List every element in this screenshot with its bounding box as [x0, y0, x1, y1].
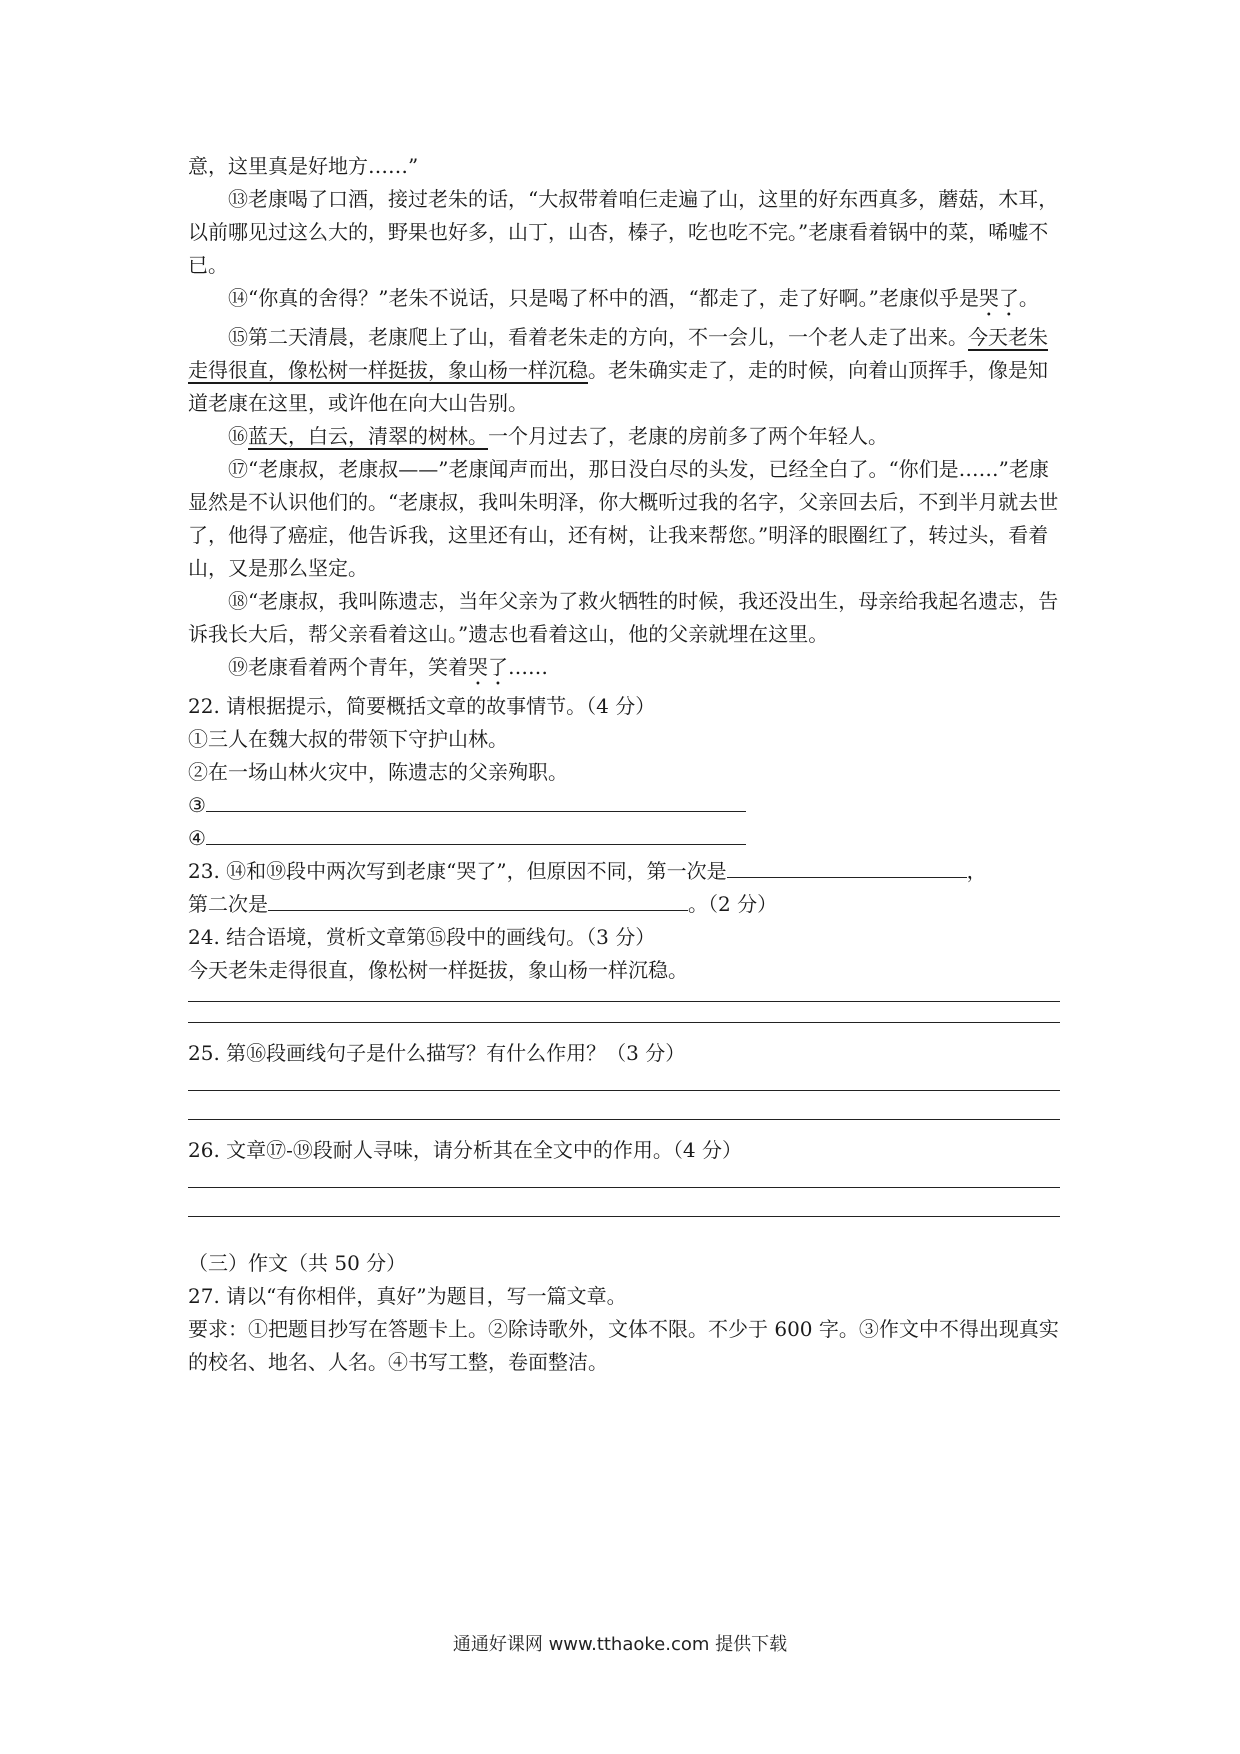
question-22-hint-2: ②在一场山林火灾中，陈遗志的父亲殉职。 [188, 760, 568, 784]
question-24-answer-line-1[interactable] [188, 987, 1060, 1002]
paragraph-16 [188, 420, 1060, 453]
paragraph-14-text: ⑭“你真的舍得？”老朱不说话，只是喝了杯中的酒，“都走了，走了好啊。”老康似乎是 [228, 286, 979, 310]
question-24-answer-line-2[interactable] [188, 1002, 1060, 1023]
paragraph-14 [188, 282, 1060, 321]
page-footer: 通通好课网 www.tthaoke.com 提供下载 [452, 1634, 788, 1655]
spacer [188, 1217, 1060, 1247]
question-25: 25. 第⑯段画线句子是什么描写？有什么作用？（3 分） [188, 1041, 686, 1065]
question-23-line-2 [188, 888, 1060, 921]
spacer [188, 1120, 1060, 1134]
question-22-item-4 [188, 822, 1060, 855]
story-continuation: 意，这里真是好地方……” [188, 154, 419, 178]
paragraph-18: ⑱“老康叔，我叫陈遗志，当年父亲为了救火牺牲的时候，我还没出生，母亲给我起名遗志，告诉我长大后，帮父亲看着这山。”遗志也看着这山，他的父亲就埋在这里。 [188, 589, 1059, 646]
question-26-answer-line-2[interactable] [188, 1188, 1060, 1217]
question-22-item-3-marker: ③ [188, 793, 206, 817]
question-23-line-1 [188, 855, 1060, 888]
question-22-item-4-marker: ④ [188, 826, 206, 850]
paragraph-16-underlined-sentence: 蓝天，白云，清翠的树林。 [248, 424, 488, 448]
paragraph-14-end: 。 [1018, 286, 1039, 310]
question-27: 27. 请以“有你相伴，真好”为题目，写一篇文章。 [188, 1284, 627, 1308]
question-26: 26. 文章⑰-⑲段耐人寻味，请分析其在全文中的作用。（4 分） [188, 1138, 743, 1162]
paragraph-14-cried: 哭了 [978, 286, 1019, 310]
question-24: 24. 结合语境，赏析文章第⑮段中的画线句。（3 分） [188, 925, 656, 949]
paragraph-15-text: ⑮第二天清晨，老康爬上了山，看着老朱走的方向，不一会儿，一个老人走了出来。 [228, 325, 968, 349]
question-23-score: 。（2 分） [688, 892, 778, 916]
question-23-answer-1-line[interactable] [727, 855, 967, 878]
paragraph-16-number: ⑯ [228, 424, 248, 448]
paragraph-16-end: 一个月过去了，老康的房前多了两个年轻人。 [488, 424, 888, 448]
question-22-answer-4-line[interactable] [206, 822, 746, 845]
question-22-hint-1: ①三人在魏大叔的带领下守护山林。 [188, 727, 508, 751]
question-22-answer-3-line[interactable] [206, 789, 746, 812]
paragraph-17: ⑰“老康叔，老康叔——”老康闻声而出，那日没白尽的头发，已经全白了。“你们是……”老康显然是不认识他们的。“老康叔，我叫朱明泽，你大概听过我的名字，父亲回去后，不到半月就去世了，他得了癌症，他告诉我，这里还有山，还有树，让我来帮您。”明泽的眼圈红了，转过头，看着山，又是那么坚定。 [188, 457, 1059, 580]
paragraph-15-underlined-sentence: 今天老朱走得很直，像松树一样挺拔，象山杨一样沉稳 [188, 325, 1048, 382]
paragraph-19-cried: 哭了 [468, 655, 508, 679]
question-23-answer-2-line[interactable] [268, 888, 688, 911]
question-23-comma: ， [966, 859, 987, 883]
question-23-second-label: 第二次是 [188, 892, 268, 916]
exam-page [188, 150, 1060, 1379]
question-25-answer-line-1[interactable] [188, 1070, 1060, 1091]
paragraph-13: ⑬老康喝了口酒，接过老朱的话，“大叔带着咱仨走遍了山，这里的好东西真多，蘑菇，木耳，以前哪见过这么大的，野果也好多，山丁，山杏，榛子，吃也吃不完。”老康看着锅中的菜，唏嘘不已。 [188, 187, 1059, 277]
composition-heading: （三）作文（共 50 分） [188, 1251, 407, 1275]
question-26-answer-line-1[interactable] [188, 1167, 1060, 1188]
spacer [188, 1023, 1060, 1037]
question-25-answer-line-2[interactable] [188, 1091, 1060, 1120]
question-24-quote: 今天老朱走得很直，像松树一样挺拔，象山杨一样沉稳。 [188, 958, 688, 982]
paragraph-19-end: …… [508, 655, 548, 679]
composition-requirements: 要求：①把题目抄写在答题卡上。②除诗歌外，文体不限。不少于 600 字。③作文中不得出现真实的校名、地名、人名。④书写工整，卷面整洁。 [188, 1317, 1059, 1374]
paragraph-15 [188, 321, 1060, 420]
paragraph-15-end: 。老朱确实走了，走的时候，向着山顶挥手，像是知道老康在这里，或许他在向大山告别。 [188, 358, 1048, 415]
question-22-item-3 [188, 789, 1060, 822]
question-23-text: 23. ⑭和⑲段中两次写到老康“哭了”，但原因不同，第一次是 [188, 859, 727, 883]
question-22: 22. 请根据提示，简要概括文章的故事情节。（4 分） [188, 694, 656, 718]
paragraph-19-text: ⑲老康看着两个青年，笑着 [228, 655, 468, 679]
paragraph-19 [188, 651, 1060, 690]
